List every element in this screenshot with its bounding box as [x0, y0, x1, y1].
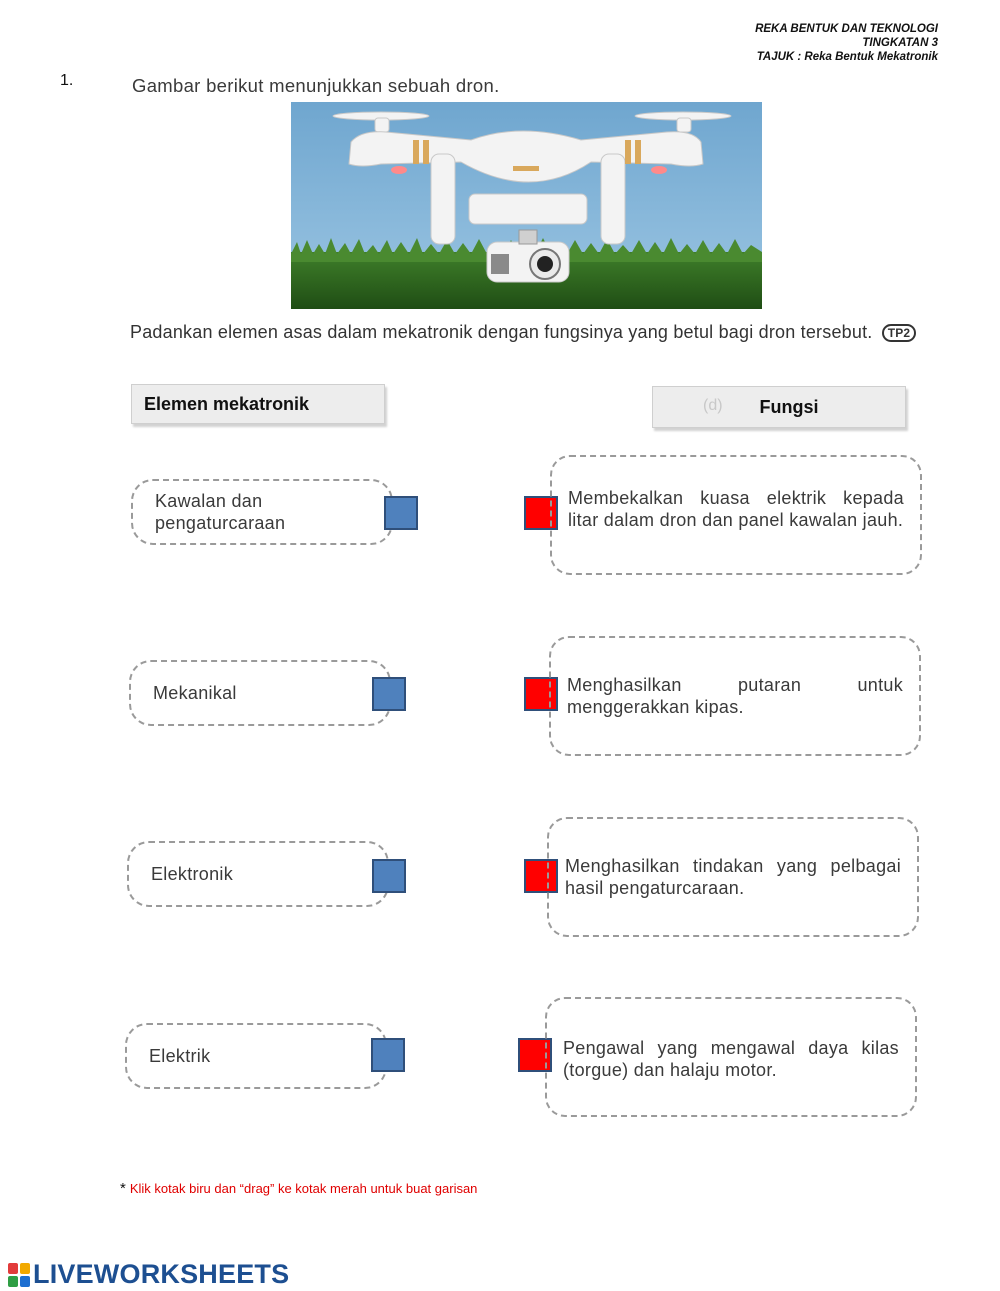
element-card-control — [131, 479, 393, 545]
header-subject: REKA BENTUK DAN TEKNOLOGI — [755, 23, 938, 35]
tp-badge: TP2 — [882, 324, 917, 342]
match-source-box-3[interactable] — [372, 859, 406, 893]
column-header-functions — [652, 386, 906, 428]
match-source-box-4[interactable] — [371, 1038, 405, 1072]
column-header-ghost: (d) — [703, 397, 723, 414]
element-label-control: Kawalan dan pengaturcaraan — [155, 491, 286, 533]
question-number: 1. — [60, 72, 74, 89]
match-source-box-1[interactable] — [384, 496, 418, 530]
drone-image — [291, 102, 762, 309]
column-header-elements-label: Elemen mekatronik — [144, 393, 310, 414]
function-text-1: Membekalkan kuasa elektrik kepada litar dalam dron dan panel kawalan jauh. — [568, 488, 904, 530]
function-text-4: Pengawal yang mengawal daya kilas (torgue) dan halaju motor. — [563, 1038, 899, 1080]
element-label-mechanical: Mekanikal — [153, 683, 237, 703]
note-text: Klik kotak biru dan “drag” ke kotak merah untuk buat garisan — [129, 1181, 478, 1196]
instruction-note — [120, 1180, 477, 1197]
header-grade: TINGKATAN 3 — [862, 37, 938, 49]
header-topic: TAJUK : Reka Bentuk Mekatronik — [756, 51, 938, 63]
column-header-elements — [131, 384, 385, 424]
function-text-3: Menghasilkan tindakan yang pelbagai hasil pengaturcaraan. — [565, 856, 901, 898]
function-text-2: Menghasilkan putaran untuk menggerakkan kipas. — [567, 675, 903, 717]
element-card-electric — [125, 1023, 387, 1089]
function-card-2 — [549, 636, 921, 756]
question-instruction — [130, 322, 926, 343]
worksheet-header — [755, 22, 938, 64]
element-label-electric: Elektrik — [149, 1046, 211, 1066]
element-label-electronic: Elektronik — [151, 864, 234, 884]
match-source-box-2[interactable] — [372, 677, 406, 711]
question-intro: Gambar berikut menunjukkan sebuah dron. — [132, 75, 500, 96]
column-header-functions-label: Fungsi — [759, 396, 819, 417]
function-card-4 — [545, 997, 917, 1117]
element-card-mechanical — [129, 660, 391, 726]
note-star: * — [120, 1180, 126, 1197]
element-card-electronic — [127, 841, 389, 907]
instruction-text: Padankan elemen asas dalam mekatronik dengan fungsinya yang betul bagi dron tersebut. — [130, 322, 873, 342]
function-card-1 — [550, 455, 922, 575]
liveworksheets-logo-icon — [8, 1263, 30, 1287]
drone-photo — [291, 102, 762, 309]
liveworksheets-logo-text: LIVEWORKSHEETS — [33, 1259, 290, 1289]
function-card-3 — [547, 817, 919, 937]
liveworksheets-logo[interactable] — [8, 1259, 289, 1290]
